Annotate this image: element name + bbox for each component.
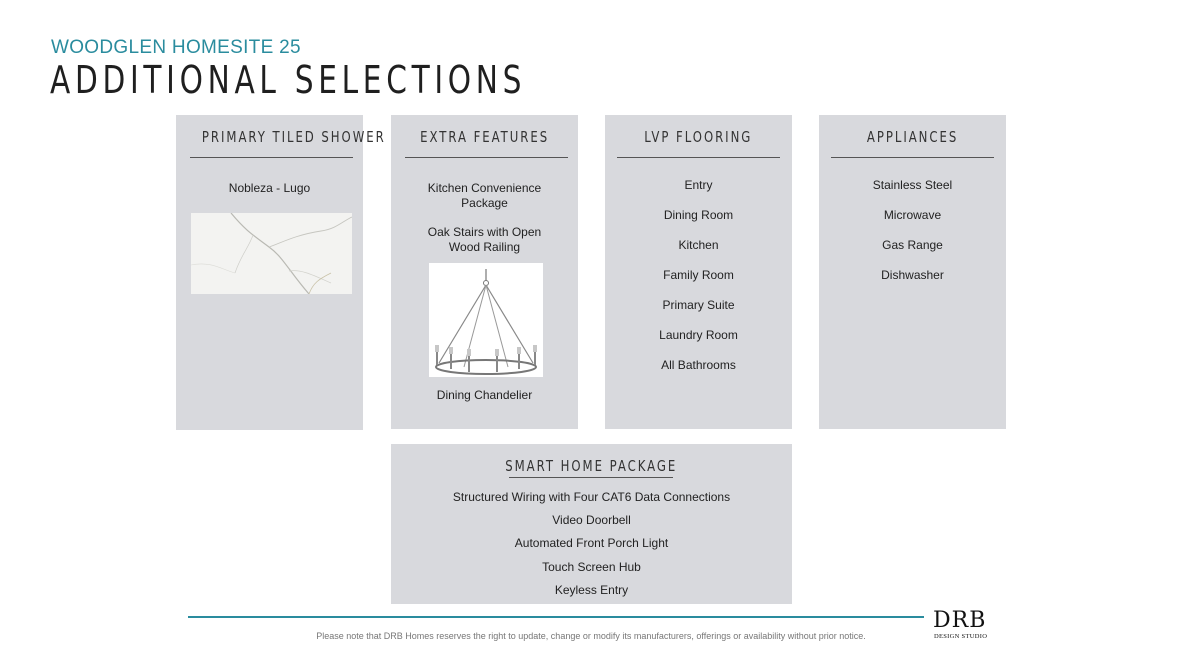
panel-heading: SMART HOME PACKAGE xyxy=(505,457,678,475)
list-item: Stainless Steel xyxy=(872,178,953,192)
list-item: Kitchen xyxy=(678,238,719,252)
list-item: Keyless Entry xyxy=(554,583,629,597)
list-item: Entry xyxy=(684,178,713,192)
list-item: Microwave xyxy=(883,208,942,222)
list-item: Laundry Room xyxy=(659,328,738,342)
list-item: Family Room xyxy=(663,268,734,282)
list-item: Video Doorbell xyxy=(552,513,631,527)
heading-rule xyxy=(831,157,994,158)
list-item: Dining Room xyxy=(663,208,734,222)
heading-rule xyxy=(190,157,353,158)
panel-primary-tiled-shower xyxy=(176,115,386,430)
list-item: Primary Suite xyxy=(662,298,735,312)
list-item: Structured Wiring with Four CAT6 Data Connections xyxy=(452,490,731,504)
list-item: Kitchen Convenience Package xyxy=(427,181,542,210)
panel-heading: PRIMARY TILED SHOWER xyxy=(201,128,386,146)
list-item: Dining Chandelier xyxy=(436,388,533,402)
drb-design-studio-logo xyxy=(933,609,991,645)
panel-heading: EXTRA FEATURES xyxy=(420,128,549,146)
panel-heading: LVP FLOORING xyxy=(644,128,753,146)
chandelier-image xyxy=(429,263,543,377)
panel-lvp-flooring xyxy=(605,115,792,429)
homesite-subtitle: WOODGLEN HOMESITE 25 xyxy=(51,37,301,58)
panel-appliances xyxy=(819,115,1006,429)
panel-extra-features xyxy=(391,115,578,429)
list-item: Oak Stairs with Open Wood Railing xyxy=(427,225,542,254)
list-item: All Bathrooms xyxy=(661,358,736,372)
list-item: Nobleza - Lugo xyxy=(228,181,311,195)
panel-heading: APPLIANCES xyxy=(866,128,959,146)
list-item: Touch Screen Hub xyxy=(542,560,641,574)
heading-rule xyxy=(509,477,673,478)
list-item: Automated Front Porch Light xyxy=(514,536,669,550)
page-title: ADDITIONAL SELECTIONS xyxy=(50,58,527,102)
panel-smart-home-package xyxy=(391,444,792,604)
footer-divider xyxy=(188,616,924,618)
list-item: Dishwasher xyxy=(881,268,944,282)
disclaimer-note: Please note that DRB Homes reserves the right to update, change or modify its manufacturers, offerings or availability without prior notice. xyxy=(316,631,866,641)
marble-tile-image xyxy=(191,213,352,294)
heading-rule xyxy=(405,157,568,158)
heading-rule xyxy=(617,157,780,158)
list-item: Gas Range xyxy=(882,238,943,252)
logo-mark: DRB xyxy=(933,608,987,633)
logo-subtext: DESIGN STUDIO xyxy=(934,633,988,640)
